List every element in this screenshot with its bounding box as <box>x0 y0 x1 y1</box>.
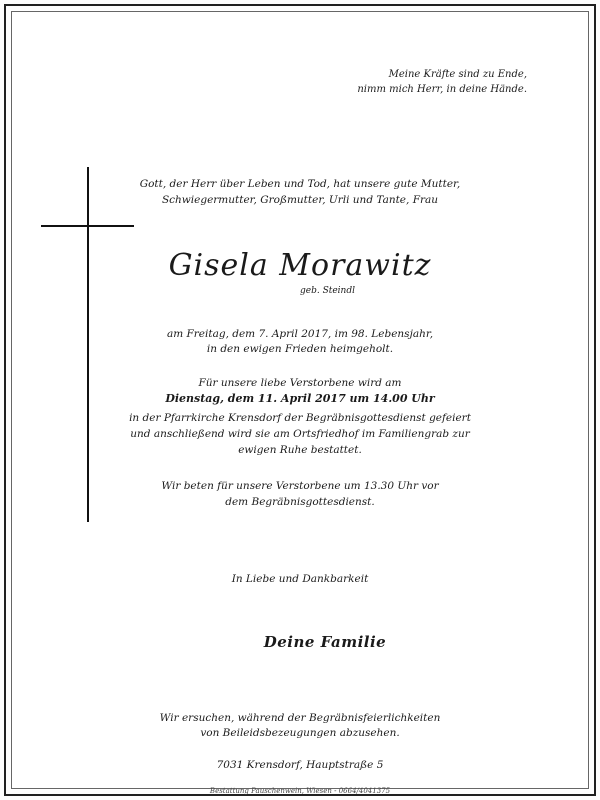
prayer-line-1: Wir beten für unsere Verstorbene um 13.30 Uhr vor <box>161 480 439 492</box>
funeral-lead: Für unsere liebe Verstorbene wird am <box>198 377 402 389</box>
intro-line-2: Schwiegermutter, Großmutter, Urli und Tante, Frau <box>161 194 439 206</box>
motto-line-2: nimm mich Herr, in deine Hände. <box>357 84 527 95</box>
prayer-line-2: dem Begräbnisgottesdienst. <box>225 496 375 508</box>
deceased-name: Gisela Morawitz <box>168 248 432 283</box>
family-signature: Deine Familie <box>263 633 387 651</box>
request-line-1: Wir ersuchen, während der Begräbnisfeierlichkeiten <box>159 712 441 724</box>
cross-icon-bar <box>41 225 134 227</box>
address: 7031 Krensdorf, Hauptstraße 5 <box>216 759 384 771</box>
death-line-2: in den ewigen Frieden heimgeholt. <box>206 343 394 355</box>
motto <box>307 67 527 97</box>
funeral-line-3: ewigen Ruhe bestattet. <box>238 444 362 456</box>
footer-undertaker: Bestattung Pauschenwein, Wiesen - 0664/4041375 <box>209 787 391 795</box>
maiden-name: geb. Steindl <box>300 286 355 296</box>
funeral-line-1: in der Pfarrkirche Krensdorf der Begräbnisgottesdienst gefeiert <box>129 412 471 424</box>
funeral-date: Dienstag, dem 11. April 2017 um 14.00 Uhr <box>165 392 435 405</box>
funeral-line-2: und anschließend wird sie am Ortsfriedhof im Familiengrab zur <box>130 428 470 440</box>
request-line-2: von Beileidsbezeugungen abzusehen. <box>200 727 400 739</box>
motto-line-1: Meine Kräfte sind zu Ende, <box>388 69 527 80</box>
intro-line-1: Gott, der Herr über Leben und Tod, hat unsere gute Mutter, <box>139 178 461 190</box>
closing: In Liebe und Dankbarkeit <box>231 573 369 585</box>
death-line-1: am Freitag, dem 7. April 2017, im 98. Lebensjahr, <box>166 328 434 340</box>
